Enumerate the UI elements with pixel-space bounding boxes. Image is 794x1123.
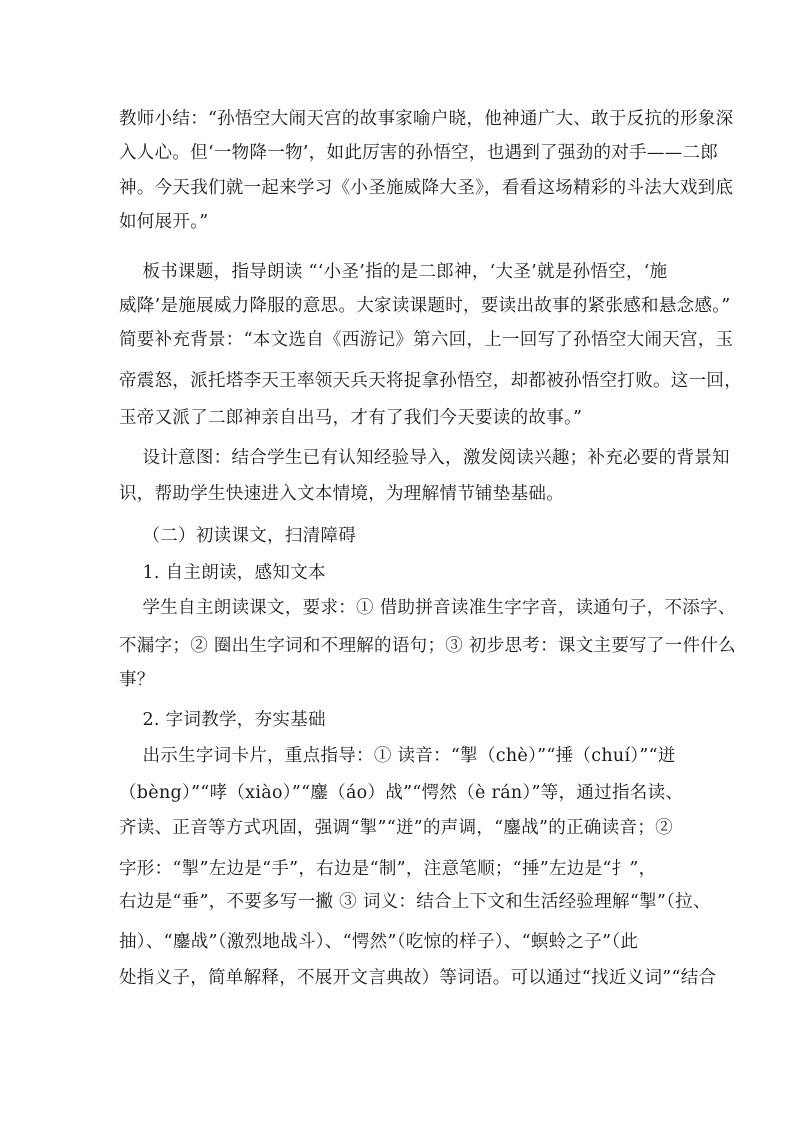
text-line: 如何展开。” xyxy=(119,212,209,232)
text-line: 识，帮助学生快速进入文本情境，为理解情节铺垫基础。 xyxy=(119,484,564,504)
text-line: （bèng）”“哮（xiào）”“鏖（áo）战”“愕然（è rán）”等，通过指名读、 xyxy=(119,783,684,803)
text-line: 教师小结：“孙悟空大闹天宫的故事家喻户晓，他神通广大、敢于反抗的形象深 xyxy=(119,109,734,129)
text-line: 帝震怒，派托塔李天王率领天兵天将捉拿孙悟空，却都被孙悟空打败。这一回， xyxy=(119,371,742,391)
text-line: 简要补充背景：“本文选自《西游记》第六回，上一回写了孙悟空大闹天宫，玉 xyxy=(119,330,734,350)
text-line: 板书课题，指导朗读 “‘小圣’指的是二郎神，‘大圣’就是孙悟空，‘施 xyxy=(119,262,668,282)
text-line: 事？ xyxy=(119,670,155,690)
text-line: 神。今天我们就一起来学习《小圣施威降大圣》，看看这场精彩的斗法大戏到底 xyxy=(119,178,734,198)
subsection-heading: 2. 字词教学，夯实基础 xyxy=(119,710,326,730)
text-line: 学生自主朗读课文，要求：① 借助拼音读准生字字音，读通句子，不添字、 xyxy=(119,598,736,618)
text-line: 不漏字；② 圈出生字词和不理解的语句；③ 初步思考：课文主要写了一件什么 xyxy=(119,636,736,656)
text-line: 威降’是施展威力降服的意思。大家读课题时，要读出故事的紧张感和悬念感。” xyxy=(119,296,731,316)
text-line: 齐读、正音等方式巩固，强调“掣”“迸”的声调，“鏖战”的正确读音；② xyxy=(119,818,673,838)
text-line: 抽）、“鏖战”（激烈地战斗）、“愕然”（吃惊的样子）、“螟蛉之子”（此 xyxy=(119,932,639,952)
text-line: 字形：“掣”左边是“手”，右边是“制”，注意笔顺；“捶”左边是“扌”， xyxy=(119,859,657,879)
subsection-heading: 1. 自主朗读，感知文本 xyxy=(119,563,326,583)
text-line: 右边是“垂”，不要多写一撇 ③ 词义：结合上下文和生活经验理解“掣”（拉、 xyxy=(119,892,711,912)
text-line: 处指义子，简单解释，不展开文言典故）等词语。可以通过“找近义词”“结合 xyxy=(119,968,717,988)
section-heading: （二）初读课文，扫清障碍 xyxy=(119,526,357,546)
text-line: 出示生字词卡片，重点指导：① 读音：“掣（chè）”“捶（chuí）”“迸 xyxy=(119,746,676,766)
text-line: 玉帝又派了二郎神亲自出马，才有了我们今天要读的故事。” xyxy=(119,408,583,428)
text-line: 入人心。但‘一物降一物’，如此厉害的孙悟空，也遇到了强劲的对手——二郎 xyxy=(119,143,719,163)
text-line: 设计意图：结合学生已有认知经验导入，激发阅读兴趣；补充必要的背景知 xyxy=(119,448,730,468)
